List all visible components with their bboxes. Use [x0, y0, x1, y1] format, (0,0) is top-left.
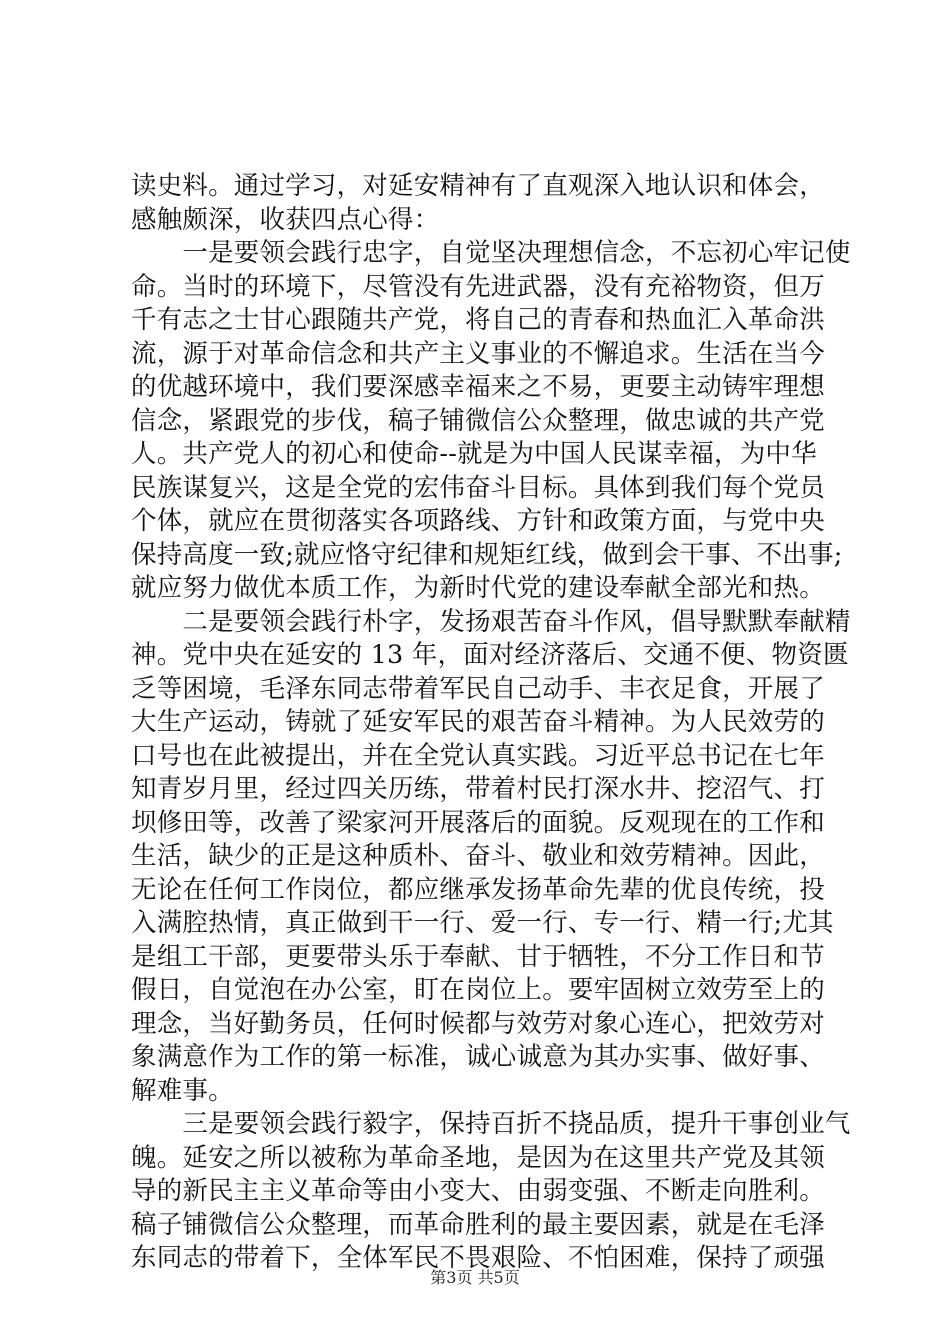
- text-line: 流，源于对革命信念和共产主义事业的不懈追求。生活在当今: [131, 338, 825, 369]
- text-line: 三是要领会践行毅字，保持百折不挠品质，提升干事创业气: [131, 1109, 851, 1139]
- text-line: 的优越环境中，我们要深感幸福来之不易，更要主动铸牢理想: [131, 372, 825, 402]
- text-line: 乏等困境，毛泽东同志带着军民自己动手、丰衣足食，开展了: [131, 673, 825, 704]
- text-line: 理念，当好勤务员，任何时候都与效劳对象心连心，把效劳对: [131, 1008, 825, 1039]
- text-line: 民族谋复兴，这是全党的宏伟奋斗目标。具体到我们每个党员: [131, 472, 825, 503]
- text-line: 信念，紧跟党的步伐，稿子铺微信公众整理，做忠诚的共产党: [131, 405, 825, 436]
- text-line: 知青岁月里，经过四关历练，带着村民打深水井、挖沼气、打: [131, 774, 825, 804]
- text-line: 魄。延安之所以被称为革命圣地，是因为在这里共产党及其领: [131, 1142, 825, 1173]
- text-line: 神。党中央在延安的 13 年，面对经济落后、交通不便、物资匮: [131, 640, 849, 670]
- text-line: 感触颇深，收获四点心得：: [131, 204, 440, 235]
- text-line: 导的新民主主义革命等由小变大、由弱变强、不断走向胜利。: [131, 1176, 825, 1206]
- text-line: 二是要领会践行朴字，发扬艰苦奋斗作风，倡导默默奉献精: [131, 606, 851, 637]
- text-line: 稿子铺微信公众整理，而革命胜利的最主要因素，就是在毛泽: [131, 1209, 825, 1240]
- page-footer: 第3页 共5页: [430, 1268, 520, 1287]
- text-line: 坝修田等，改善了梁家河开展落后的面貌。反观现在的工作和: [131, 807, 825, 838]
- text-line: 读史料。通过学习，对延安精神有了直观深入地认识和体会，: [131, 171, 825, 201]
- text-line: 东同志的带着下，全体军民不畏艰险、不怕困难，保持了顽强: [131, 1243, 825, 1273]
- text-line: 个体，就应在贯彻落实各项路线、方针和政策方面，与党中央: [131, 506, 825, 536]
- text-line: 人。共产党人的初心和使命--就是为中国人民谋幸福，为中华: [131, 439, 817, 469]
- text-line: 保持高度一致;就应恪守纪律和规矩红线，做到会干事、不出事;: [131, 539, 843, 570]
- text-line: 解难事。: [131, 1075, 234, 1106]
- text-line: 无论在任何工作岗位，都应继承发扬革命先辈的优良传统，投: [131, 874, 825, 905]
- text-line: 千有志之士甘心跟随共产党，将自己的青春和热血汇入革命洪: [131, 305, 825, 335]
- text-line: 一是要领会践行忠字，自觉坚决理想信念，不忘初心牢记使: [131, 238, 851, 268]
- body-text: [131, 170, 851, 1276]
- text-line: 生活，缺少的正是这种质朴、奋斗、敬业和效劳精神。因此，: [131, 841, 825, 871]
- text-line: 象满意作为工作的第一标准，诚心诚意为其办实事、做好事、: [131, 1042, 825, 1072]
- text-line: 口号也在此被提出，并在全党认真实践。习近平总书记在七年: [131, 740, 825, 771]
- text-line: 入满腔热情，真正做到干一行、爱一行、专一行、精一行;尤其: [131, 908, 834, 938]
- text-line: 假日，自觉泡在办公室，盯在岗位上。要牢固树立效劳至上的: [131, 975, 825, 1005]
- text-line: 就应努力做优本质工作，为新时代党的建设奉献全部光和热。: [131, 573, 825, 603]
- text-line: 命。当时的环境下，尽管没有先进武器，没有充裕物资，但万: [131, 271, 825, 302]
- text-line: 大生产运动，铸就了延安军民的艰苦奋斗精神。为人民效劳的: [131, 707, 825, 737]
- text-line: 是组工干部，更要带头乐于奉献、甘于牺牲，不分工作日和节: [131, 941, 825, 972]
